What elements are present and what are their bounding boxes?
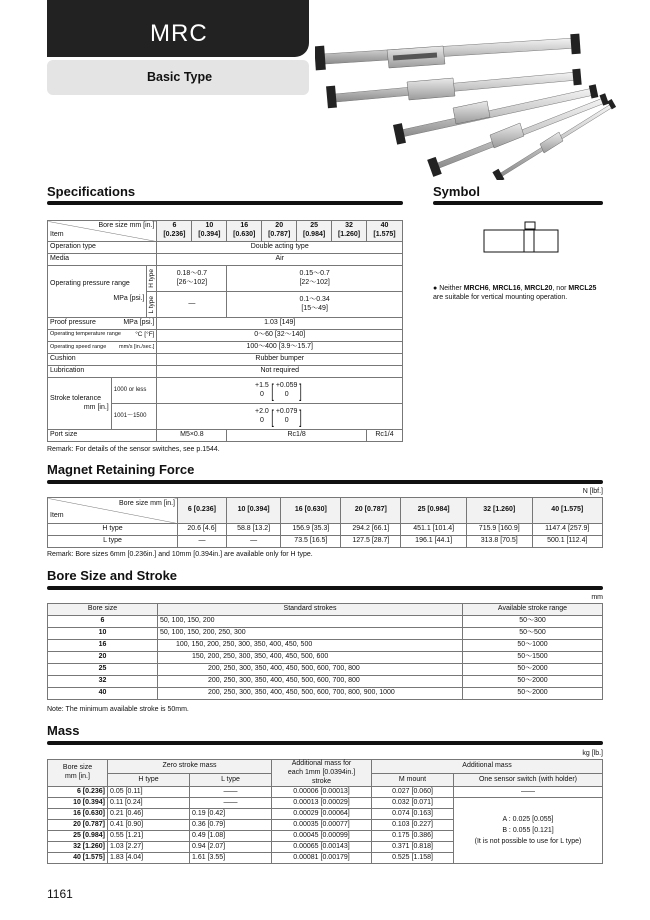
magnet-cell: 196.1 [44.1] <box>401 536 467 548</box>
spec-bore-25: 25 [0.984] <box>297 221 332 242</box>
spec-label-proof <box>48 318 157 330</box>
spec-tol2-lower-mm: 0 <box>259 416 264 424</box>
spec-proof-label: Proof pressure <box>50 319 96 327</box>
mass-cell: 0.36 [0.79] <box>190 820 272 831</box>
bore-cell: 16 <box>48 640 158 652</box>
spec-opr-l-large: 0.1～0.34 [15～49] <box>227 292 403 318</box>
table-row <box>48 676 603 688</box>
magnet-remark: Remark: Bore sizes 6mm [0.236in.] and 10mm [0.394in.] are available only for H type. <box>47 551 313 558</box>
spec-tol-2 <box>157 404 403 430</box>
strokes-cell: 150, 200, 250, 300, 350, 400, 450, 500, 600 <box>158 652 463 664</box>
spec-port-c: Rc1/4 <box>367 430 403 442</box>
symbol-note-sep-3: , nor <box>552 285 567 292</box>
spec-head-item: Item <box>50 231 64 238</box>
mass-cell: 0.525 [1.158] <box>372 853 454 864</box>
range-cell: 50～2000 <box>463 664 603 676</box>
mass-cell: 0.00029 [0.00064] <box>272 809 372 820</box>
mass-cell: 1.83 [4.04] <box>108 853 190 864</box>
specs-remark: Remark: For details of the sensor switches, see p.1544. <box>47 446 220 453</box>
table-row <box>48 688 603 700</box>
symbol-note-model-3: MRCL20 <box>524 285 553 292</box>
bracket-close-icon: ] <box>299 406 303 427</box>
mass-head-ltype: L type <box>190 773 272 787</box>
magnet-head-item: Item <box>50 512 64 519</box>
mass-sensor-b: B : 0.055 [0.121] <box>502 827 554 835</box>
mass-cell: 0.05 [0.11] <box>108 787 190 798</box>
spec-label-temp <box>48 330 157 342</box>
mass-cell: 0.49 [1.08] <box>190 831 272 842</box>
magnet-cell: 20.6 [4.6] <box>178 524 227 536</box>
spec-stroke-tol-unit: mm [in.] <box>83 403 109 411</box>
spec-opr-unit: MPa [psi.] <box>113 294 145 302</box>
specifications-heading: Specifications <box>47 184 136 199</box>
bore-stroke-table <box>47 603 603 700</box>
spec-h-type-cell <box>147 266 157 292</box>
mass-cell: 0.41 [0.90] <box>108 820 190 831</box>
spec-bore-16: 16 [0.630] <box>227 221 262 242</box>
spec-label-cushion: Cushion <box>48 354 157 366</box>
spec-bore-20: 20 [0.787] <box>262 221 297 242</box>
mass-cell: 0.00065 [0.00143] <box>272 842 372 853</box>
spec-opr-h-large: 0.15～0.7 [22～102] <box>227 266 403 292</box>
header-title-block <box>47 0 309 57</box>
mass-head-additional: Additional mass <box>372 760 603 774</box>
spec-speed: 100～400 [3.9～15.7] <box>157 342 403 354</box>
page-title: MRC <box>150 20 208 47</box>
symbol-note-prefix: Neither <box>439 285 464 292</box>
magnet-table <box>47 497 603 548</box>
symbol-note-sep-1: , <box>488 285 493 292</box>
table-row <box>48 798 603 809</box>
magnet-heading: Magnet Retaining Force <box>47 462 195 477</box>
page-number: 1161 <box>47 887 73 901</box>
spec-tol2-upper-mm: +2.0 <box>255 407 269 415</box>
magnet-cell: 500.1 [112.4] <box>532 536 602 548</box>
strokes-cell: 100, 150, 200, 250, 300, 350, 400, 450, 500 <box>158 640 463 652</box>
cylinder-symbol <box>476 218 566 260</box>
magnet-unit: N [lbf.] <box>582 488 603 495</box>
spec-tol-range-2: 1001～1500 <box>111 404 157 430</box>
spec-opr-l-small: — <box>157 292 227 318</box>
bore-cell: 20 <box>48 652 158 664</box>
spec-operation-type: Double acting type <box>157 242 403 254</box>
bore-stroke-unit: mm <box>591 594 603 601</box>
magnet-cell: — <box>226 536 280 548</box>
mass-bore-cell: 32 [1.260] <box>48 842 108 853</box>
product-image <box>315 32 620 180</box>
spec-h-type-label: H type <box>147 269 155 288</box>
cylinder-40 <box>315 34 581 71</box>
strokes-cell: 200, 250, 300, 350, 400, 450, 500, 600, 700, 800, 900, 1000 <box>158 688 463 700</box>
bore-stroke-rule <box>47 586 603 590</box>
mass-bore-cell: 6 [0.236] <box>48 787 108 798</box>
strokes-cell: 50, 100, 150, 200, 250, 300 <box>158 628 463 640</box>
magnet-bore-32: 32 [1.260] <box>466 498 532 524</box>
magnet-cell: 451.1 [101.4] <box>401 524 467 536</box>
bore-stroke-heading: Bore Size and Stroke <box>47 568 178 583</box>
spec-temp-unit: °C [°F] <box>135 331 155 339</box>
spec-label-lube: Lubrication <box>48 366 157 378</box>
mass-cell: 0.00045 [0.00099] <box>272 831 372 842</box>
bore-cell: 40 <box>48 688 158 700</box>
spec-tol1-upper-mm: +1.5 <box>255 381 269 389</box>
mass-unit: kg [lb.] <box>582 750 603 757</box>
specifications-table <box>47 220 403 442</box>
mass-cell: 0.19 [0.42] <box>190 809 272 820</box>
range-cell: 50～500 <box>463 628 603 640</box>
magnet-bore-10: 10 [0.394] <box>226 498 280 524</box>
mass-cell: 1.03 [2.27] <box>108 842 190 853</box>
mass-head-bore: Bore size mm [in.] <box>48 760 108 787</box>
mass-cell: 0.00013 [0.00029] <box>272 798 372 809</box>
mass-bore-cell: 10 [0.394] <box>48 798 108 809</box>
strokes-cell: 200, 250, 300, 350, 400, 450, 500, 600, 700, 800 <box>158 676 463 688</box>
spec-tol1-lower-mm: 0 <box>259 390 264 398</box>
bore-stroke-head-standard: Standard strokes <box>158 604 463 616</box>
magnet-rule <box>47 480 603 484</box>
table-row <box>48 640 603 652</box>
symbol-note <box>433 284 608 303</box>
mass-heading: Mass <box>47 723 80 738</box>
header-subtitle-block <box>47 60 309 95</box>
spec-port-a: M5×0.8 <box>157 430 227 442</box>
mass-sensor-a: A : 0.025 [0.055] <box>502 815 554 823</box>
range-cell: 50～2000 <box>463 676 603 688</box>
mass-sensor-note: (It is not possible to use for L type) <box>474 838 582 846</box>
magnet-row-label: L type <box>48 536 178 548</box>
magnet-bore-40: 40 [1.575] <box>532 498 602 524</box>
spec-label-opr <box>48 266 147 318</box>
mass-sensor-first: —— <box>454 787 603 798</box>
bore-stroke-note: Note: The minimum available stroke is 50mm. <box>47 706 189 713</box>
spec-tol1-lower-in: 0 <box>284 390 289 398</box>
spec-label-stroke-tol <box>48 378 112 430</box>
mass-rule <box>47 741 603 745</box>
spec-speed-unit: mm/s [in./sec.] <box>119 344 155 351</box>
symbol-note-model-2: MRCL16 <box>492 285 521 292</box>
bracket-open-icon: [ <box>271 380 274 401</box>
spec-bore-32: 32 [1.260] <box>332 221 367 242</box>
bracket-close-icon: ] <box>299 380 303 401</box>
range-cell: 50～2000 <box>463 688 603 700</box>
symbol-heading: Symbol <box>433 184 480 199</box>
mass-cell: —— <box>190 798 272 809</box>
table-row <box>48 652 603 664</box>
spec-lube: Not required <box>157 366 403 378</box>
symbol-rule <box>433 201 603 205</box>
strokes-cell: 200, 250, 300, 350, 400, 450, 500, 600, 700, 800 <box>158 664 463 676</box>
bracket-open-icon: [ <box>271 406 274 427</box>
specifications-rule <box>47 201 403 205</box>
magnet-cell: 313.8 [70.5] <box>466 536 532 548</box>
mass-cell: 0.103 [0.227] <box>372 820 454 831</box>
mass-bore-cell: 25 [0.984] <box>48 831 108 842</box>
spec-label-operation-type: Operation type <box>48 242 157 254</box>
mass-sensor-cell <box>454 798 603 864</box>
mass-bore-cell: 16 [0.630] <box>48 809 108 820</box>
magnet-cell: 58.8 [13.2] <box>226 524 280 536</box>
spec-tol2-upper-in: +0.079 <box>275 407 298 415</box>
magnet-bore-20: 20 [0.787] <box>341 498 401 524</box>
spec-corner-header <box>48 221 157 242</box>
bore-cell: 32 <box>48 676 158 688</box>
bore-cell: 25 <box>48 664 158 676</box>
mass-cell: 0.21 [0.46] <box>108 809 190 820</box>
mass-cell: 0.55 [1.21] <box>108 831 190 842</box>
spec-tol1-upper-in: +0.059 <box>275 381 298 389</box>
magnet-corner-header <box>48 498 178 524</box>
spec-opr-h-small: 0.18～0.7 [26～102] <box>157 266 227 292</box>
mass-head-mmount: M mount <box>372 773 454 787</box>
symbol-note-model-4: MRCL25 <box>568 285 597 292</box>
magnet-cell: 156.9 [35.3] <box>281 524 341 536</box>
bore-stroke-head-range: Available stroke range <box>463 604 603 616</box>
spec-speed-label: Operating speed range <box>50 344 107 351</box>
spec-bore-10: 10 [0.394] <box>192 221 227 242</box>
mass-cell: 0.94 [2.07] <box>190 842 272 853</box>
spec-tol2-lower-in: 0 <box>284 416 289 424</box>
magnet-bore-16: 16 [0.630] <box>281 498 341 524</box>
mass-cell: 1.61 [3.55] <box>190 853 272 864</box>
mass-cell: 0.00081 [0.00179] <box>272 853 372 864</box>
magnet-bore-6: 6 [0.236] <box>178 498 227 524</box>
mass-cell: 0.032 [0.071] <box>372 798 454 809</box>
mass-table <box>47 759 603 864</box>
mass-bore-cell: 20 [0.787] <box>48 820 108 831</box>
spec-label-speed <box>48 342 157 354</box>
spec-head-bore: Bore size mm [in.] <box>98 222 155 230</box>
mass-bore-cell: 40 [1.575] <box>48 853 108 864</box>
magnet-row-label: H type <box>48 524 178 536</box>
page-subtitle: Basic Type <box>147 70 213 84</box>
spec-l-type-cell <box>147 292 157 318</box>
mass-cell: 0.371 [0.818] <box>372 842 454 853</box>
mass-head-add-per-mm: Additional mass for each 1mm [0.0394in.] stroke <box>272 760 372 787</box>
range-cell: 50～1000 <box>463 640 603 652</box>
mass-cell: —— <box>190 787 272 798</box>
bullet-icon: ● <box>433 285 438 292</box>
range-cell: 50～1500 <box>463 652 603 664</box>
table-row <box>48 787 603 798</box>
spec-label-media: Media <box>48 254 157 266</box>
mass-cell: 0.027 [0.060] <box>372 787 454 798</box>
spec-tol-range-1: 1000 or less <box>111 378 157 404</box>
mass-head-sensor: One sensor switch (with holder) <box>454 773 603 787</box>
magnet-cell: — <box>178 536 227 548</box>
mass-cell: 0.175 [0.386] <box>372 831 454 842</box>
spec-proof-unit: MPa [psi.] <box>123 319 155 327</box>
spec-proof: 1.03 [149] <box>157 318 403 330</box>
magnet-cell: 127.5 [28.7] <box>341 536 401 548</box>
mass-cell: 0.11 [0.24] <box>108 798 190 809</box>
bore-stroke-head-bore: Bore size <box>48 604 158 616</box>
spec-temp: 0～60 [32～140] <box>157 330 403 342</box>
magnet-cell: 73.5 [16.5] <box>281 536 341 548</box>
table-row <box>48 616 603 628</box>
table-row <box>48 628 603 640</box>
spec-l-type-label: L type <box>147 295 155 314</box>
bore-cell: 6 <box>48 616 158 628</box>
mass-cell: 0.00006 [0.00013] <box>272 787 372 798</box>
spec-opr-label: Operating pressure range <box>50 279 130 287</box>
table-row <box>48 664 603 676</box>
magnet-head-bore: Bore size mm [in.] <box>118 500 175 508</box>
spec-port-b: Rc1/8 <box>227 430 367 442</box>
mass-cell: 0.00035 [0.00077] <box>272 820 372 831</box>
spec-tol-1 <box>157 378 403 404</box>
spec-temp-label: Operating temperature range <box>50 331 121 338</box>
spec-media: Air <box>157 254 403 266</box>
mass-head-htype: H type <box>108 773 190 787</box>
spec-cushion: Rubber bumper <box>157 354 403 366</box>
range-cell: 50～300 <box>463 616 603 628</box>
spec-label-port: Port size <box>48 430 157 442</box>
bore-cell: 10 <box>48 628 158 640</box>
mass-cell: 0.074 [0.163] <box>372 809 454 820</box>
symbol-note-model-1: MRCH6 <box>463 285 489 292</box>
spec-bore-40: 40 [1.575] <box>367 221 403 242</box>
symbol-note-suffix: are suitable for vertical mounting operation. <box>433 294 568 302</box>
magnet-cell: 294.2 [66.1] <box>341 524 401 536</box>
spec-bore-6: 6 [0.236] <box>157 221 192 242</box>
strokes-cell: 50, 100, 150, 200 <box>158 616 463 628</box>
mass-head-zero: Zero stroke mass <box>108 760 272 774</box>
magnet-cell: 715.9 [160.9] <box>466 524 532 536</box>
magnet-bore-25: 25 [0.984] <box>401 498 467 524</box>
symbol-note-sep-2: , <box>520 285 525 292</box>
magnet-row-h <box>48 524 603 536</box>
spec-stroke-tol-label: Stroke tolerance <box>50 394 101 402</box>
magnet-cell: 1147.4 [257.9] <box>532 524 602 536</box>
magnet-row-l <box>48 536 603 548</box>
